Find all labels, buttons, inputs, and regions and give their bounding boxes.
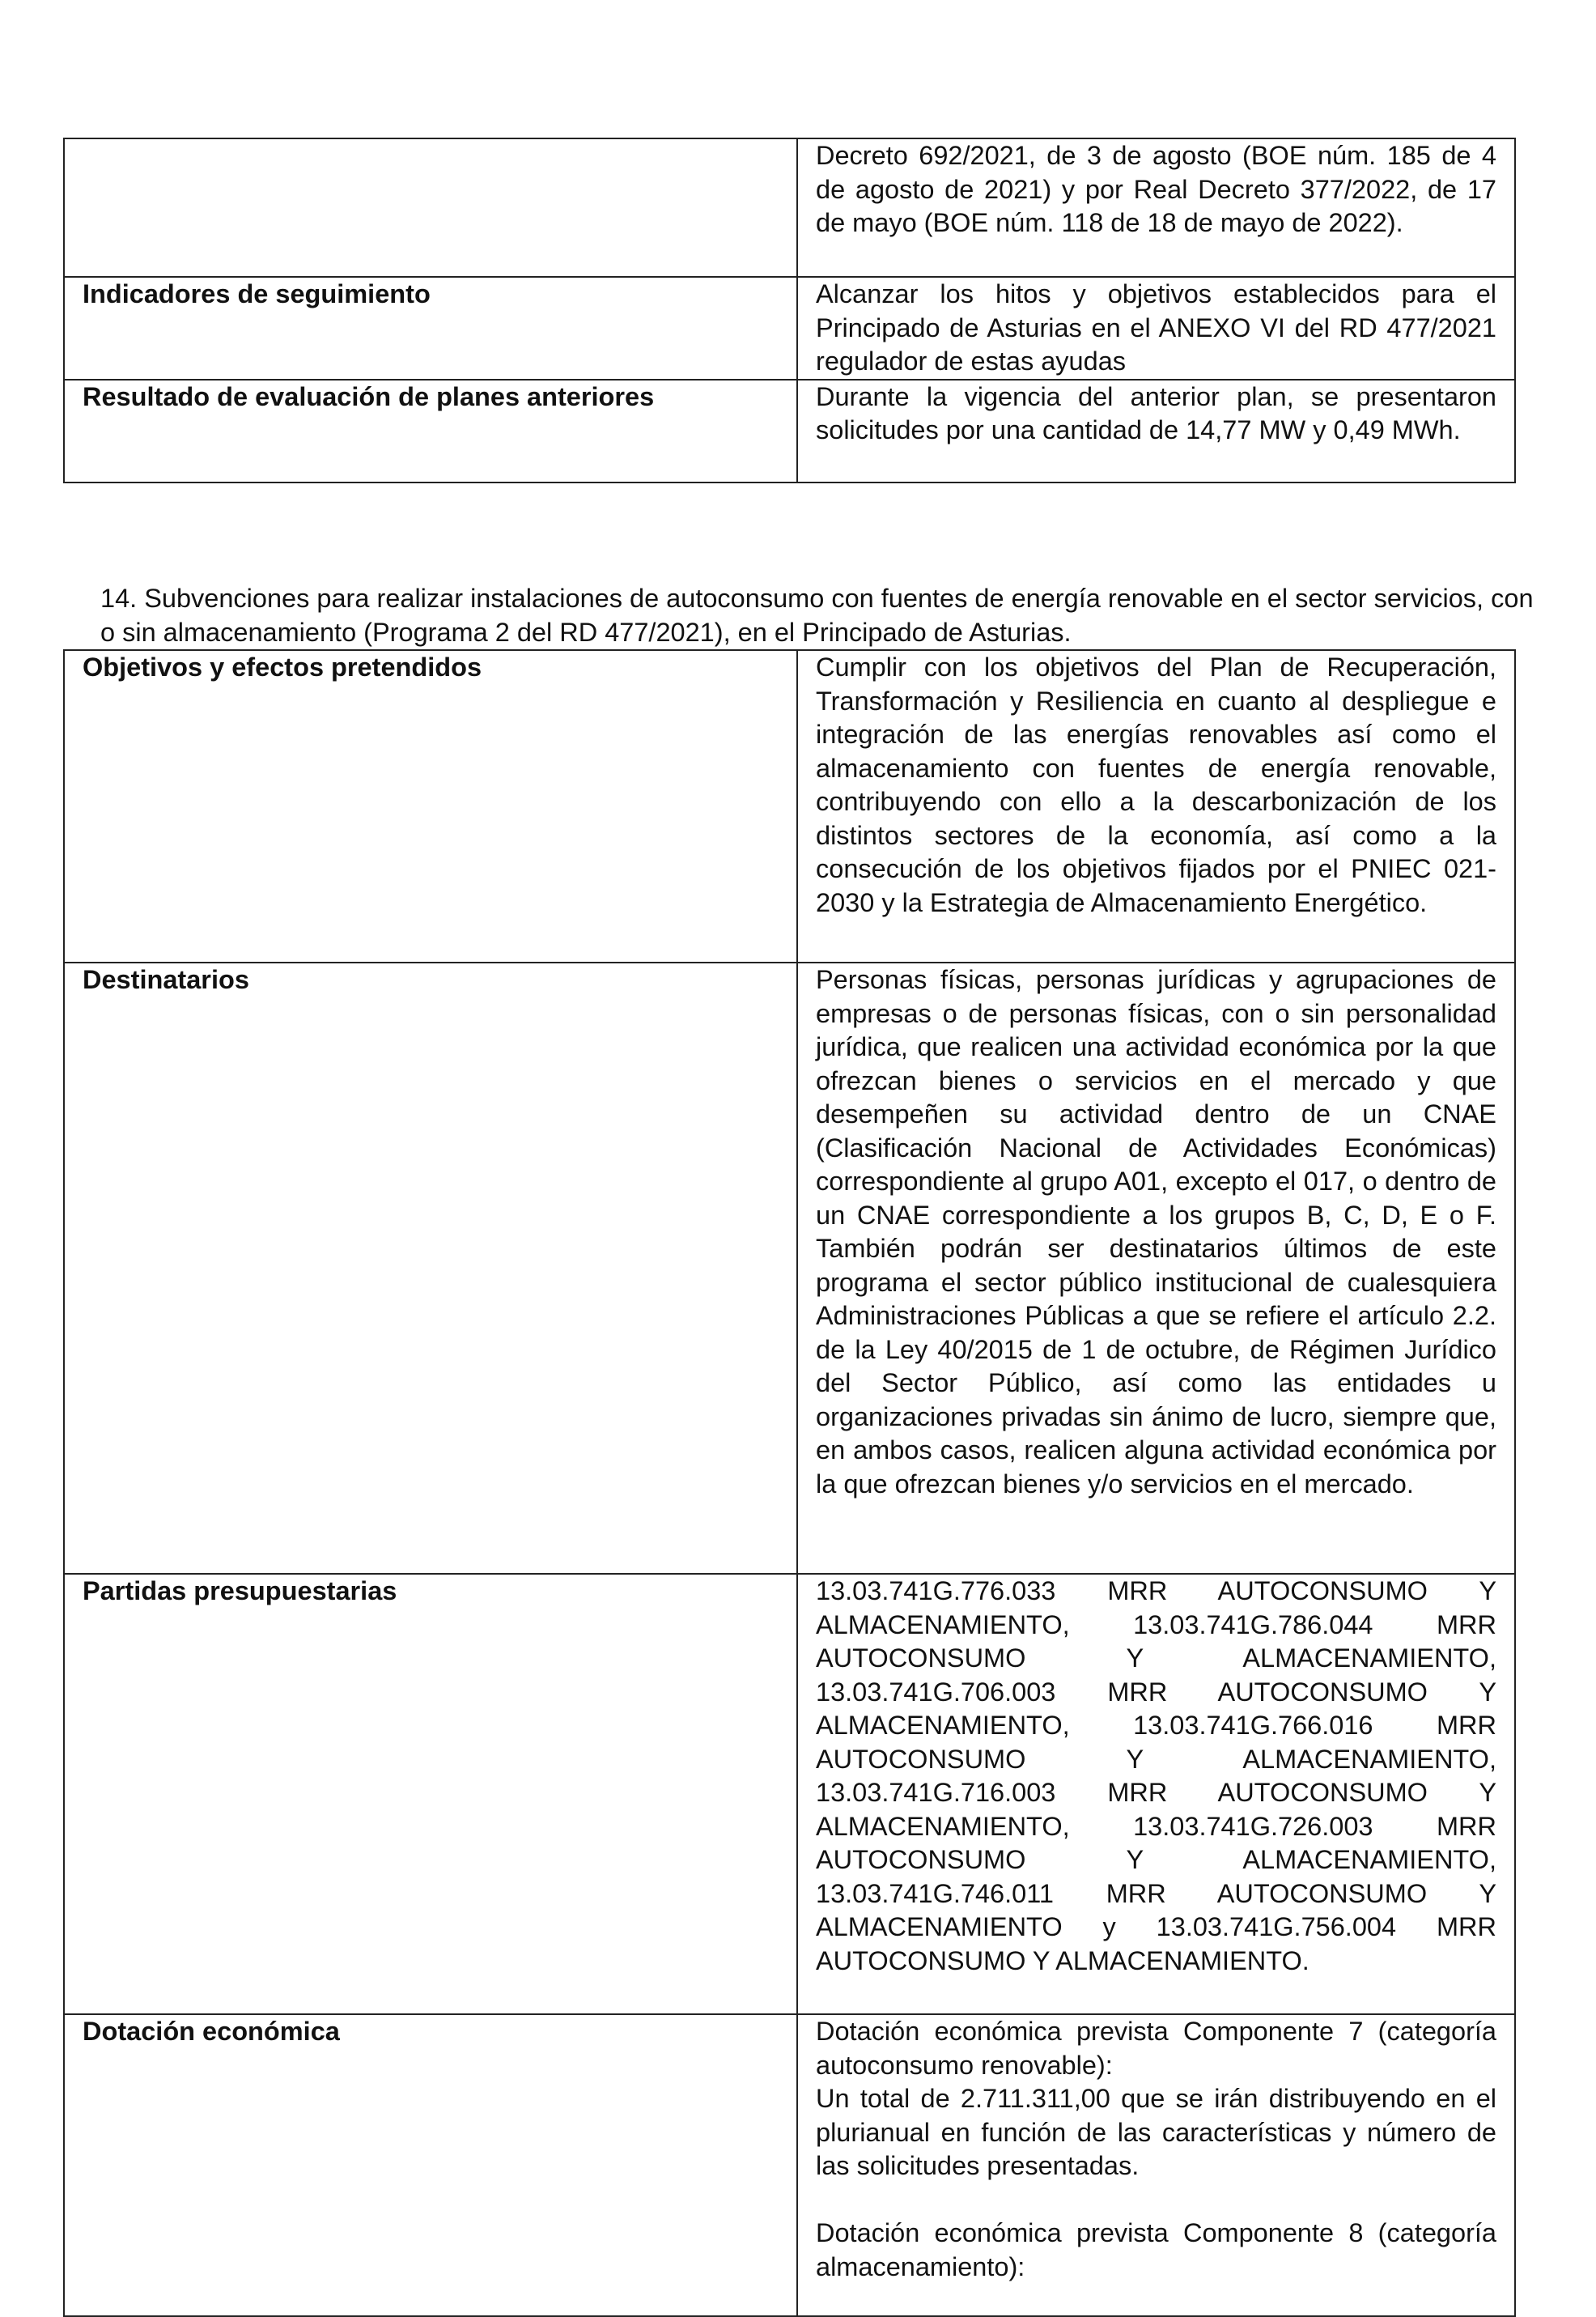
row-label-indicadores: Indicadores de seguimiento <box>64 277 797 380</box>
table-row <box>64 380 1515 483</box>
table-row <box>64 138 1515 277</box>
row-label-resultado: Resultado de evaluación de planes anteriores <box>64 380 797 483</box>
table-section-14 <box>63 649 1516 2317</box>
section-14-title: 14. Subvenciones para realizar instalaciones de autoconsumo con fuentes de energía renovable en el sector servicios, con o sin almacenamiento (Programa 2 del RD 477/2021), en el Principado de Asturias. <box>100 584 1534 647</box>
dotacion-paragraph-1: Dotación económica prevista Componente 7 (categoría autoconsumo renovable): <box>816 2017 1496 2080</box>
table-row <box>64 650 1515 963</box>
table-row <box>64 2014 1515 2316</box>
row-label-partidas: Partidas presupuestarias <box>64 1574 797 2014</box>
table-row <box>64 963 1515 1574</box>
row-label-dotacion: Dotación económica <box>64 2014 797 2316</box>
row-label-destinatarios: Destinatarios <box>64 963 797 1574</box>
row-value-dotacion <box>797 2014 1515 2316</box>
table-previous-section <box>63 138 1516 483</box>
table-row <box>64 1574 1515 2014</box>
dotacion-paragraph-2: Un total de 2.711.311,00 que se irán distribuyendo en el plurianual en función de las características y número de las solicitudes presentadas. <box>816 2084 1496 2180</box>
table-row <box>64 277 1515 380</box>
row-value: Decreto 692/2021, de 3 de agosto (BOE núm. 185 de 4 de agosto de 2021) y por Real Decreto 377/2022, de 17 de mayo (BOE núm. 118 de 18 de mayo de 2022). <box>797 138 1515 277</box>
row-value-objetivos: Cumplir con los objetivos del Plan de Recuperación, Transformación y Resiliencia en cuanto al despliegue e integración de las energías renovables así como el almacenamiento con fuentes de energía renovable, contribuyendo con ello a la descarbonización de los distintos sectores de la economía, así como a la consecución de los objetivos fijados por el PNIEC 021-2030 y la Estrategia de Almacenamiento Energético. <box>797 650 1515 963</box>
row-label <box>64 138 797 277</box>
dotacion-paragraph-3: Dotación económica prevista Componente 8 (categoría almacenamiento): <box>816 2218 1496 2281</box>
row-label-objetivos: Objetivos y efectos pretendidos <box>64 650 797 963</box>
row-value-indicadores: Alcanzar los hitos y objetivos establecidos para el Principado de Asturias en el ANEXO VI del RD 477/2021 regulador de estas ayudas <box>797 277 1515 380</box>
row-value-resultado: Durante la vigencia del anterior plan, se presentaron solicitudes por una cantidad de 14,77 MW y 0,49 MWh. <box>797 380 1515 483</box>
row-value-partidas: 13.03.741G.776.033 MRR AUTOCONSUMO Y ALMACENAMIENTO, 13.03.741G.786.044 MRR AUTOCONSUMO Y ALMACENAMIENTO, 13.03.741G.706.003 MRR AUTOCONSUMO Y ALMACENAMIENTO, 13.03.741G.766.016 MRR AUTOCONSUMO Y ALMACENAMIENTO, 13.03.741G.716.003 MRR AUTOCONSUMO Y ALMACENAMIENTO, 13.03.741G.726.003 MRR AUTOCONSUMO Y ALMACENAMIENTO, 13.03.741G.746.011 MRR AUTOCONSUMO Y ALMACENAMIENTO y 13.03.741G.756.004 MRR AUTOCONSUMO Y ALMACENAMIENTO. <box>797 1574 1515 2014</box>
row-value-destinatarios: Personas físicas, personas jurídicas y agrupaciones de empresas o de personas físicas, con o sin personalidad jurídica, que realicen una actividad económica por la que ofrezcan bienes o servicios en el mercado y que desempeñen su actividad dentro de un CNAE (Clasificación Nacional de Actividades Económicas) correspondiente al grupo A01, excepto el 017, o dentro de un CNAE correspondiente a los grupos B, C, D, E o F. También podrán ser destinatarios últimos de este programa el sector público institucional de cualesquiera Administraciones Públicas a que se refiere el artículo 2.2. de la Ley 40/2015 de 1 de octubre, de Régimen Jurídico del Sector Público, así como las entidades u organizaciones privadas sin ánimo de lucro, siempre que, en ambos casos, realicen alguna actividad económica por la que ofrezcan bienes y/o servicios en el mercado. <box>797 963 1515 1574</box>
paragraph-gap <box>816 2183 1496 2217</box>
